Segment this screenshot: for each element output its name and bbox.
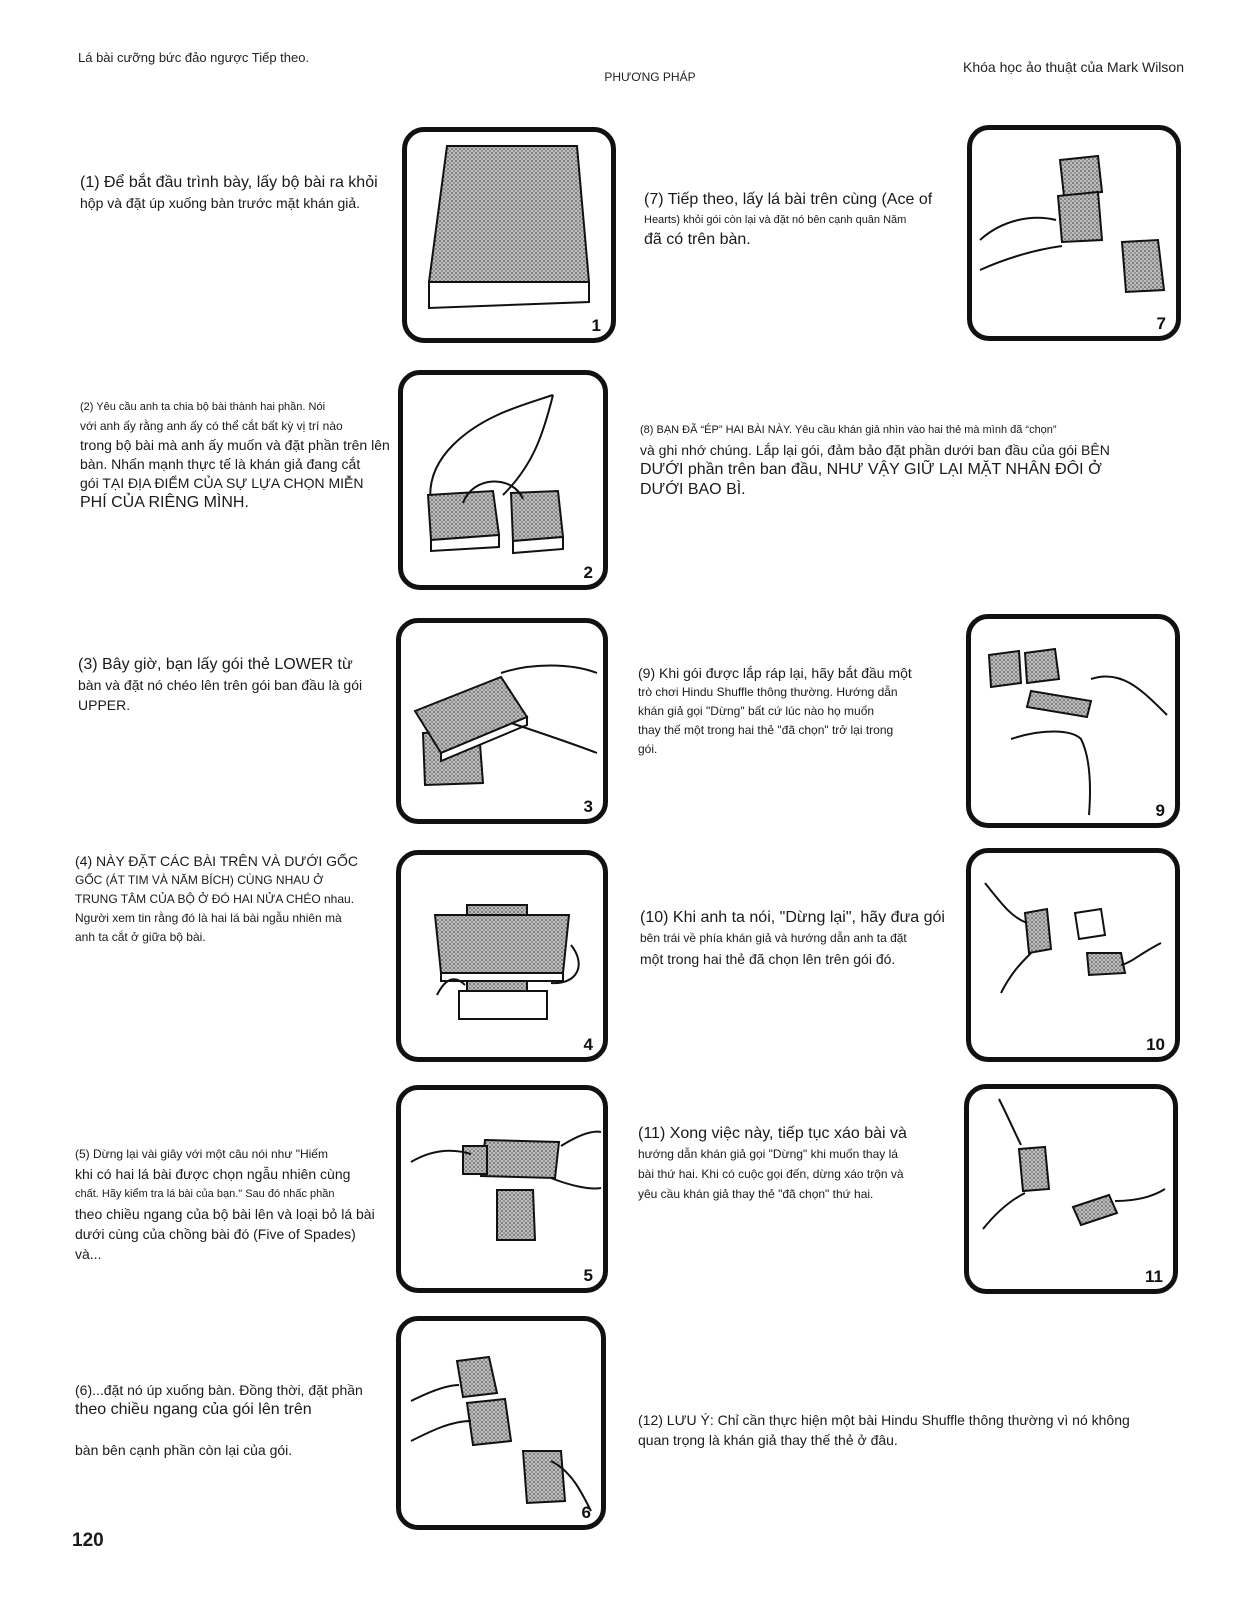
step-number: 6 xyxy=(581,1503,591,1522)
illustration-5-remove-bottom-card xyxy=(396,1085,608,1293)
illustration-1-deck-on-table xyxy=(402,127,616,343)
step-number: 1 xyxy=(591,316,601,335)
running-header-left: Lá bài cưỡng bức đảo ngược Tiếp theo. xyxy=(78,50,310,65)
page-number: 120 xyxy=(72,1530,104,1551)
step-8-text: (8) BẠN ĐÃ “ÉP” HAI BÀI NÀY. Yêu cầu khán giả nhìn vào hai thẻ mà mình đã “chọn” và ghi nhớ chúng. Lắp lại gói, đảm bảo đặt phần dưới ban đầu của gói BÊN DƯỚI phần trên ban đầu, NHƯ VẬY GIỮ LẠI MẶT NHÂN ĐÔI Ở DƯỚI BAO BÌ. xyxy=(640,424,1110,498)
step-number: 7 xyxy=(1156,314,1166,333)
step-4-text: (4) NÀY ĐẶT CÁC BÀI TRÊN VÀ DƯỚI GỐC GỐC (ÁT TIM VÀ NĂM BÍCH) CÙNG NHAU Ở TRUNG TÂM CỦA BỘ Ở ĐÓ HAI NỬA CHÉO nhau. Người xem tin rằng đó là hai lá bài ngẫu nhiên mà anh ta cắt ở giữa bộ bài. xyxy=(75,853,359,944)
step-number: 3 xyxy=(583,797,593,816)
step-number: 4 xyxy=(583,1035,593,1054)
illustration-2-cut-deck xyxy=(398,370,608,590)
step-10-text: (10) Khi anh ta nói, "Dừng lại", hãy đưa gói bên trái về phía khán giả và hướng dẫn anh ta đặt một trong hai thẻ đã chọn lên trên gói đó. xyxy=(640,909,945,967)
step-3-text: (3) Bây giờ, bạn lấy gói thẻ LOWER từ bàn và đặt nó chéo lên trên gói ban đầu là gói UPPER. xyxy=(78,656,363,713)
illustration-9-hindu-shuffle xyxy=(966,614,1180,828)
illustration-3-lower-packet-crosswise xyxy=(396,618,608,824)
illustration-4-crossed-halves xyxy=(396,850,608,1062)
step-number: 9 xyxy=(1155,801,1165,820)
step-12-text: (12) LƯU Ý: Chỉ cần thực hiện một bài Hindu Shuffle thông thường vì nó không quan trọng là khán giả thay thế thẻ ở đâu. xyxy=(638,1412,1130,1448)
running-header-right: Khóa học ảo thuật của Mark Wilson xyxy=(962,59,1184,75)
step-5-text: (5) Dừng lại vài giây với một câu nói như "Hiếm khi có hai lá bài được chọn ngẫu nhiên cùng chất. Hãy kiểm tra lá bài của bạn." Sau đó nhấc phần theo chiều ngang của bộ bài lên và loại bỏ lá bài dưới cùng của chồng bài đó (Five of Spades) và... xyxy=(75,1147,375,1262)
step-number: 11 xyxy=(1145,1267,1163,1286)
illustration-10-offer-left-packet xyxy=(966,848,1180,1062)
illustration-7-place-ace-beside-five xyxy=(967,125,1181,341)
step-number: 2 xyxy=(583,563,593,582)
step-11-text: (11) Xong việc này, tiếp tục xáo bài và hướng dẫn khán giả gọi "Dừng" khi muốn thay lá bài thứ hai. Khi có cuộc gọi đến, dừng xáo trộn và yêu cầu khán giả thay thẻ "đã chọn" thứ hai. xyxy=(638,1125,907,1201)
step-number: 10 xyxy=(1146,1035,1165,1054)
illustration-11-continue-shuffle xyxy=(964,1084,1178,1294)
step-1-text: (1) Để bắt đầu trình bày, lấy bộ bài ra khỏi hộp và đặt úp xuống bàn trước mặt khán giả. xyxy=(80,174,378,211)
step-2-text: (2) Yêu cầu anh ta chia bộ bài thành hai phần. Nói với anh ấy rằng anh ấy có thể cắt bất kỳ vị trí nào trong bộ bài mà anh ấy muốn và đặt phần trên lên bàn. Nhấn mạnh thực tế là khán giả đang cắt gói TẠI ĐỊA ĐIỂM CỦA SỰ LỰA CHỌN MIỄN PHÍ CỦA RIÊNG MÌNH. xyxy=(80,401,390,511)
step-number: 5 xyxy=(583,1266,593,1285)
illustration-6-place-card-down xyxy=(396,1316,606,1530)
step-9-text: (9) Khi gói được lắp ráp lại, hãy bắt đầu một trò chơi Hindu Shuffle thông thường. Hướng dẫn khán giả gọi "Dừng" bất cứ lúc nào họ muốn thay thế một trong hai thẻ "đã chọn" trở lại trong gói. xyxy=(638,665,912,756)
step-7-text: (7) Tiếp theo, lấy lá bài trên cùng (Ace of Hearts) khỏi gói còn lại và đặt nó bên cạnh quân Năm đã có trên bàn. xyxy=(644,191,933,248)
section-title: PHƯƠNG PHÁP xyxy=(604,70,696,84)
step-6-text: (6)...đặt nó úp xuống bàn. Đồng thời, đặt phần theo chiều ngang của gói lên trên bàn bên cạnh phần còn lại của gói. xyxy=(75,1382,363,1458)
